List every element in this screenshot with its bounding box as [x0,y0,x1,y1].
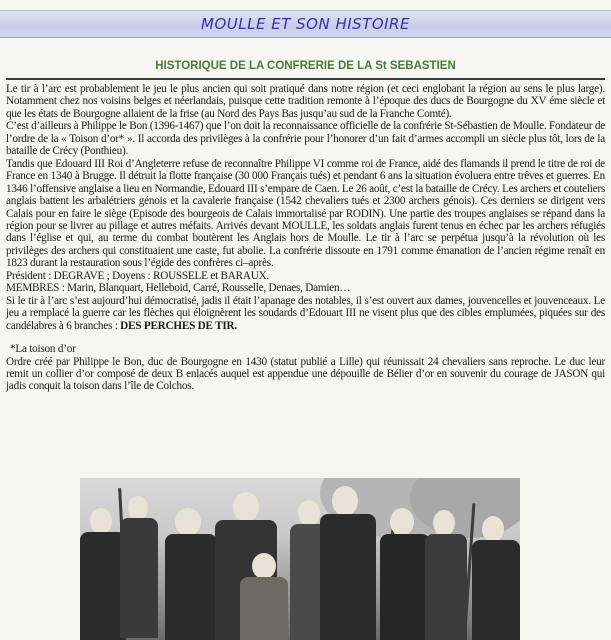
toison-heading: *La toison d’or [10,343,76,356]
paragraph-today [6,295,605,332]
paragraph-president: Président : DEGRAVE ; Doyens : ROUSSELE et BARAUX. [6,269,269,282]
archers-group-photo [80,478,520,640]
paragraph-gap [6,332,605,343]
paragraph-philippe: C’est d’ailleurs à Philippe le Bon (1396-1467) que l’on doit la reconnaissance officielle de la confrérie St-Sébastien de Moulle. Fondateur de l’ordre de la « Toison d’or* ». Il accorda des privilèges à la confrérie pour l’honorer d’un fait d’armes accompli un siècle plus tôt, lors de la bataille de Crécy (Ponthieu). [6,120,605,158]
paragraph-today-text: Si le tir à l’arc s’est aujourd’hui démocratisé, jadis il était l’apanage des notables, il s’est ouvert aux dames, jouvencelles et jouvenceaux. Le jeu a remplacé la guerre car les flèches qui éloignèrent les soudards d’Edouart III ne visent plus que des cibles emplumées, piquées sur des candélabres à 6 branches : [6,294,605,332]
subtitle-divider [6,78,605,80]
paragraph-history: Tandis que Edouard III Roi d’Angleterre refuse de reconnaître Philippe VI comme roi de France, aidé des flamands il prend le titre de roi de France en 1340 à Brugge. Il détruit la flotte française (30 000 Français tués) et pendant 6 ans la situation évoluera entre trêves et guerres. En 1346 l’offensive anglaise a lieu en Normandie, Edouard III s’empare de Caen. Le 26 août, c’est la bataille de Crécy. Les archers et couteliers anglais battent les arbalétriers génois et la cavalerie française (1542 chevaliers tués et 2300 archers génois). Ces derniers se dirigent vers Calais pour en faire le siège (Episode des bourgeois de Calais immortalisé par RODIN). Une partie des troupes anglaises se répand dans la région pour se livrer au pillage et autres méfaits. Arrivés devant MOULLE, les soldats anglais furent tenus en échec par les archers réfugiés dans l’église et qui, au terme du combat boutèrent les Anglais hors de Moulle. Le tir à l’arc se perpétua jusqu’à la révolution où les privilèges des archers qui constituaient une caste, fut abolie. La confrérie dissoute en 1791 comme émanation de l’ancien régime renaît en 1823 durant la restauration sous l’égide des confrères ci–après. [6,157,605,270]
article-body [6,83,605,393]
page-title: MOULLE ET SON HISTOIRE [201,15,410,33]
paragraph-intro: Le tir à l’arc est probablement le jeu le plus ancien qui soit pratiqué dans notre région (et ceci englobant la région au sens le plus large). Notamment chez nos voisins belges et néerlandais, puisque cette tradition remonte à l’époque des ducs de Bourgogne du XV éme siècle et que les états de Bourgogne allaient de la frise (au Nord des Pays Bas jusqu’au sud de la Franche Comté). [6,83,605,120]
paragraph-members: MEMBRES : Marin, Blanquart, Helleboid, Carré, Rousselle, Denaes, Damien… [6,282,351,295]
paragraph-toison: Ordre créé par Philippe le Bon, duc de Bourgogne en 1430 (statut publié a Lille) qui réunissait 24 chevaliers sans reproche. Le duc leur remit un collier d’or composé de deux B enlacés auquel est appendue une dépouille de Bélier d’or en souvenir du courage de JASON qui jadis conquit la toison dans l’île de Colchos. [6,355,605,393]
perches-emphasis: DES PERCHES DE TIR. [120,319,237,332]
section-subtitle: HISTORIQUE DE LA CONFRERIE DE LA St SEBASTIEN [155,60,456,72]
header-banner [0,10,611,38]
